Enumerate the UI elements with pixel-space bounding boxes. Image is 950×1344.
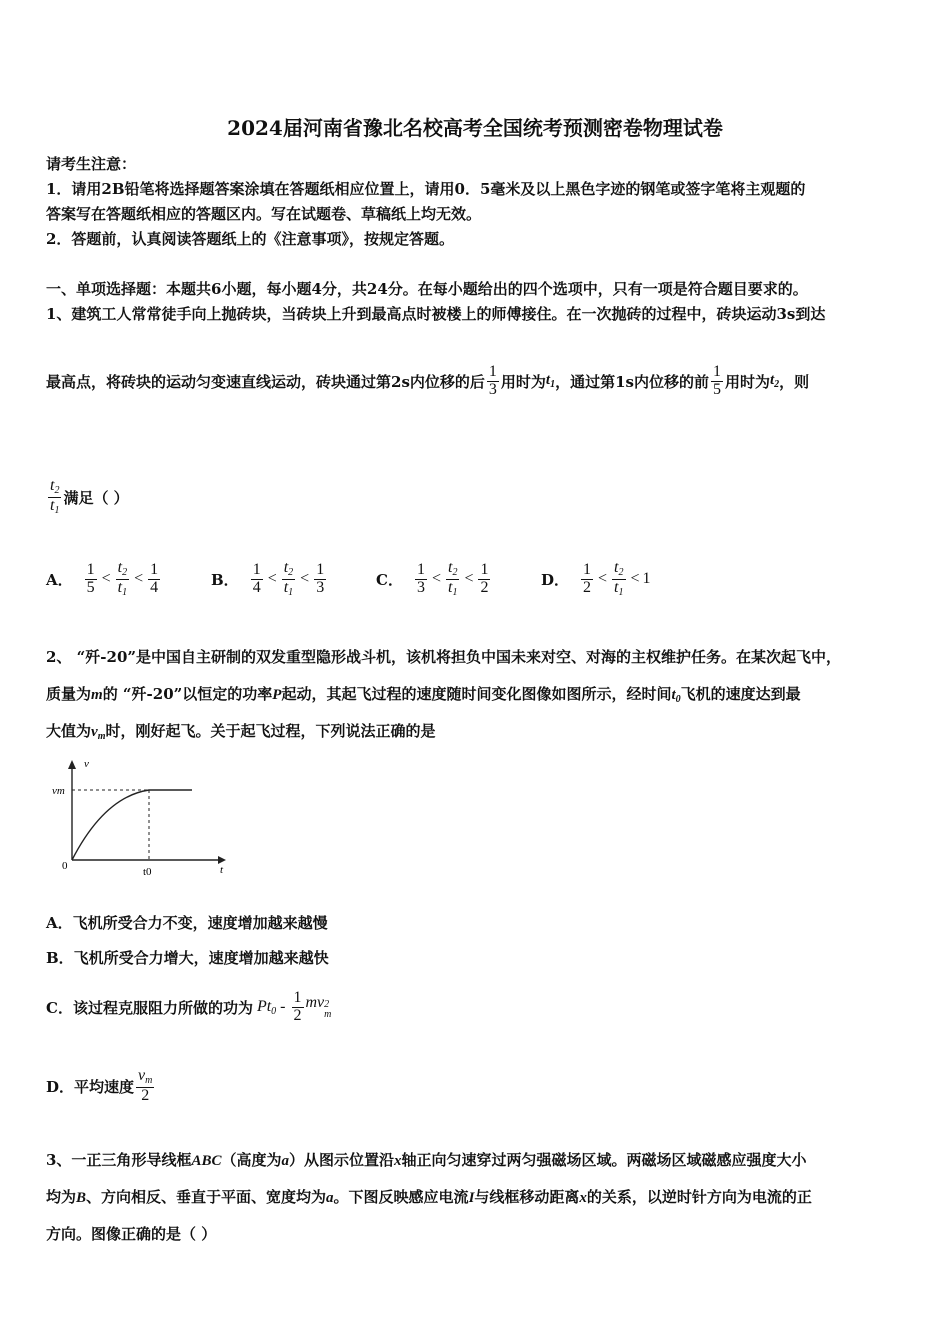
q2-option-b[interactable]: B．飞机所受合力增大，速度增加越来越快 (46, 949, 329, 967)
velocity-curve (72, 790, 192, 860)
t1-symbol: $t_1$ (545, 372, 556, 391)
q1-text-e: ，则 (779, 372, 810, 391)
v-axis-label: v (84, 758, 89, 770)
origin-label: 0 (62, 860, 68, 872)
q1-text-c: ，通过第1s内位移的前 (555, 372, 709, 391)
q3-line-2: 均为B、方向相反、垂直于平面、宽度均为a。下图反映感应电流I与线框移动距离x的关系，以逆时针方向为电流的正 (46, 1188, 812, 1206)
notice-line-2: 答案写在答题纸相应的答题区内。写在试题卷、草稿纸上均无效。 (46, 205, 482, 223)
q1-option-d[interactable]: D． $\frac{1}{2}$ < $\frac{t_2}{t_1}$ < 1 (541, 559, 651, 598)
notice-heading: 请考生注意： (46, 155, 137, 173)
velocity-time-graph (46, 755, 231, 880)
vm-label: vm (52, 785, 65, 797)
q1-text-satisfy: 满足（ ） (63, 488, 129, 507)
q1-option-c[interactable]: C． $\frac{1}{3}$ < $\frac{t_2}{t_1}$ < $\frac{1}{2}$ (376, 559, 489, 598)
section-heading: 一、单项选择题：本题共6小题，每小题4分，共24分。在每小题给出的四个选项中，只有一项是符合题目要求的。 (46, 280, 808, 298)
t2-symbol: $t_2$ (769, 372, 780, 391)
q2-line-2: 质量为m的 “歼-20”以恒定的功率P起动，其起飞过程的速度随时间变化图像如图所示，经时间$t_0$飞机的速度达到最 (46, 685, 801, 705)
notice-line-3: 2．答题前，认真阅读答题纸上的《注意事项》，按规定答题。 (46, 230, 454, 248)
mass-symbol: m (91, 687, 103, 703)
notice-line-1: 1．请用2B铅笔将选择题答案涂填在答题纸相应位置上，请用0．5毫米及以上黑色字迹的钢笔或签字笔将主观题的 (46, 180, 806, 198)
q1-option-a[interactable]: A． $\frac{1}{5}$ < $\frac{t_2}{t_1}$ < $\frac{1}{4}$ (46, 559, 159, 598)
q2-option-a[interactable]: A．飞机所受合力不变，速度增加越来越慢 (46, 914, 328, 932)
t0-label: t0 (143, 866, 152, 878)
t-axis-label: t (220, 864, 224, 876)
q1-text-a: 最高点，将砖块的运动匀变速直线运动，砖块通过第2s内位移的后 (46, 372, 485, 391)
work-formula: $Pt_0$ - $\frac{1}{2}$ mv 2 m (256, 989, 332, 1024)
v-axis-arrow (68, 760, 76, 769)
q3-line-3: 方向。图像正确的是（ ） (46, 1225, 217, 1243)
q2-line-3: 大值为$v_m$时，刚好起飞。关于起飞过程，下列说法正确的是 (46, 722, 436, 742)
q1-line-1: 1、建筑工人常常徒手向上抛砖块，当砖块上升到最高点时被楼上的师傅接住。在一次抛砖的过程中，砖块运动3s到达 (46, 305, 826, 323)
average-velocity-fraction: $\frac{v_m}{2}$ (138, 1067, 153, 1104)
page-title: 2024届河南省豫北名校高考全国统考预测密卷物理试卷 (227, 116, 723, 140)
q2-option-c[interactable]: C．该过程克服阻力所做的功为 $Pt_0$ - $\frac{1}{2}$ mv 2 m (46, 989, 332, 1024)
power-symbol: P (272, 687, 282, 703)
q1-text-d: 用时为 (724, 372, 770, 391)
q1-text-b: 用时为 (500, 372, 546, 391)
q1-line-3 (46, 478, 129, 516)
fraction-one-third: $\frac{1}{3}$ (488, 363, 497, 398)
q2-line-1: 2、 “歼-20”是中国自主研制的双发重型隐形战斗机，该机将担负中国未来对空、对海的主权维护任务。在某次起飞中， (46, 648, 842, 666)
fraction-one-fifth: $\frac{1}{5}$ (712, 363, 721, 398)
q1-line-2 (46, 364, 809, 399)
ratio-t2-t1: $\frac{t_2}{t_1}$ (50, 477, 60, 516)
t-axis-arrow (218, 856, 226, 864)
q2-option-d[interactable]: D．平均速度 $\frac{v_m}{2}$ (46, 1067, 153, 1104)
q1-option-b[interactable]: B． $\frac{1}{4}$ < $\frac{t_2}{t_1}$ < $\frac{1}{3}$ (211, 559, 325, 598)
q3-line-1: 3、一正三角形导线框ABC（高度为a）从图示位置沿x轴正向匀速穿过两匀强磁场区域。两磁场区域磁感应强度大小 (46, 1151, 807, 1169)
